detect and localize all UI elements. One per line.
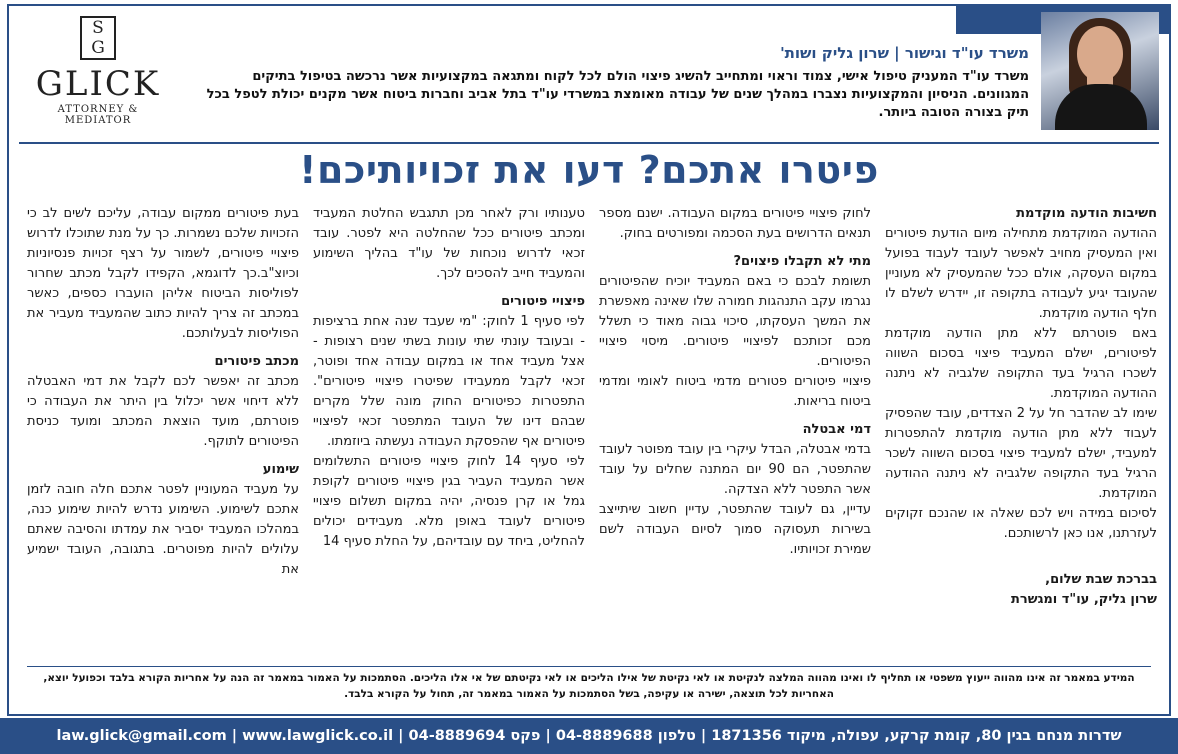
- article-columns: [27, 204, 1157, 652]
- header-divider: [19, 142, 1159, 144]
- article-column: [313, 204, 585, 652]
- firm-name: משרד עו"ד וגישור | שרון גליק ושות': [780, 44, 1029, 62]
- paragraph: לפי סעיף 14 לחוק פיצויי פיטורים התשלומים אשר המעביד העביר בגין פיצויי פיטורים לקופת גמל או קרן פנסיה, יהיה במקום תשלום פיצויי פיטורים לעובד באופן מלא. מעבידים יכולים להחליט, ביחד עם עובדיהם, על החלת סעיף 14: [313, 454, 585, 549]
- disclaimer-divider: [27, 666, 1151, 667]
- paragraph: טענותיו ורק לאחר מכן תתגבש החלטת המעביד ומכתב פיטורים ככל שהחלטה היא לפטר. עובד זכאי לדרוש נוכחות של עו"ד בהליך השימוע והמעביד חייב להסכים לכך.: [313, 206, 585, 281]
- monogram: S G: [80, 16, 116, 60]
- logo-subtitle: ATTORNEY & MEDIATOR: [57, 104, 139, 126]
- contact-footer: שדרות מנחם בגין 80, קומת קרקע, עפולה, מיקוד 1871356 | טלפון 04-8889688 | פקס 04-8889694 | law.glick@gmail.com | www.lawglick.co.il: [0, 718, 1178, 754]
- signature-name: שרון גליק, עו"ד ומגשרת: [1011, 592, 1157, 607]
- section-heading: שימוע: [262, 462, 299, 477]
- logo: [23, 16, 173, 126]
- section-heading: דמי אבטלה: [802, 422, 871, 437]
- paragraph: לחוק פיצויי פיטורים במקום העבודה. ישנם מספר תנאים הדרושים בעת הסכמה ומפורטים בחוק.: [599, 206, 871, 241]
- section-heading: חשיבות הודעה מוקדמת: [1016, 206, 1157, 221]
- disclaimer: המידע במאמר זה אינו מהווה ייעוץ משפטי או תחליף לו ואינו מהווה המלצה לנקיטת או לאי נקיטת של אילו הליכים או לאי נקיטתם של אי אלו הליכים. הסתמכות על האמור במאמר זה הנה על אחריות הקורא בלבד וכפועל יוצא, האחריות לכל תוצאה, ישירה או עקיפה, בשל הסתמכות על האמור במאמר זה, תחול על הקורא בלבד.: [43, 672, 1135, 700]
- paragraph: לסיכום במידה ויש לכם שאלה או שהנכם זקוקים לעזרתנו, אנו כאן לרשותכם.: [885, 506, 1157, 541]
- section-heading: מכתב פיטורים: [214, 354, 299, 369]
- paragraph: עדיין, גם לעובד שהתפטר, עדיין חשוב שיתייצב בשירות תעסוקה סמוך לסיום העבודה לשם שמירת זכויותיו.: [599, 502, 871, 557]
- article-frame: [7, 4, 1171, 716]
- section-heading: מתי לא תקבלו פיצוים?: [733, 254, 871, 269]
- paragraph: פיצויי פיטורים פטורים מדמי ביטוח לאומי ומדמי ביטוח בריאות.: [599, 374, 871, 409]
- paragraph: תשומת לבכם כי באם המעביד יוכיח שהפיטורים נגרמו עקב התנהגות חמורה שלו שאינה מאפשרת את המשך העסקתו, סיכוי גבוה מאוד כי תשלל מכם זכותכם לפיצויי פיטורים. מיסוי פיצויי הפיטורים.: [599, 274, 871, 369]
- paragraph: שימו לב שהדבר חל על 2 הצדדים, עובד שהפסיק לעבוד ללא מתן הודעה מוקדמת להתפטרות למעביד, ישלם למעביד פיצוי בסכום השווה לשכר הרגיל בעד התקופה שלגביה לא ניתנה ההודעה המוקדמת.: [885, 406, 1157, 501]
- headline: פיטרו אתכם? דעו את זכויותיכם!: [299, 148, 879, 192]
- article-column: [27, 204, 299, 652]
- logo-word: GLICK: [35, 64, 161, 104]
- paragraph: באם פוטרתם ללא מתן הודעה מוקדמת לפיטורים, ישלם המעביד פיצוי בסכום השווה לשכרו הרגיל בעד התקופה שלגביה לא ניתנה ההודעה המוקדמת.: [885, 326, 1157, 401]
- paragraph: מכתב זה יאפשר לכם לקבל את דמי האבטלה ללא דיחוי אשר יכלול בין היתר את העבודה כי פוטרתם, מועד הוצאת המכתב ומועד כניסת הפיטורים לתוקף.: [27, 374, 299, 449]
- article-column: [885, 204, 1157, 652]
- paragraph: לפי סעיף 1 לחוק: "מי שעבד שנה אחת ברציפות - ובעובד עונתי שתי עונות בשתי שנים רצופות - אצל מעביד אחד או במקום עבודה אחד ופוטר, זכאי לקבל ממעבידו שפיטרו פיצויי פיטורים". התפטרות כפיטורים החוק מונה שלל מקרים שבהם דינו של העובד המתפטר זכאי לפיצויי פיטורים אף שהפסקת העבודה נעשתה ביוזמתו.: [313, 314, 585, 449]
- paragraph: ההודעה המוקדמת מתחילה מיום הודעת פיטורים ואין המעסיק מחויב לאפשר לעובד לעבוד בפועל במקום העסקה, אולם ככל שהמעסיק לא מעוניין שהעובד יגיע לעבודה בתקופה זו, יידרש לשלם לו חלף הודעה מוקדמת.: [885, 226, 1157, 321]
- paragraph: בעת פיטורים ממקום עבודה, עליכם לשים לב כי הזכויות שלכם נשמרות. כך על מנת שתוכלו לדרוש פיצויי פיטורים, לשמור על רצף זכויות פנסיוניות וכיוצ"ב.כך לדוגמא, הקפידו לקבל מכתב שחרור לפוליסות הביטוח אליהן הועברו כספים, כאשר במכתב זה צריך להיות כתוב שהמעביד מעביר את הפוליסות לבעלותכם.: [27, 206, 299, 341]
- author-photo: [1041, 12, 1159, 130]
- paragraph: על מעביד המעוניין לפטר אתכם חלה חובה לזמן אתכם לשימוע. השימוע נדרש להיות שימוע כנה, במהלכו המעביד יסביר את עמדתו והסיבה שאתם עלולים להיות מפוטרים. בתגובה, העובד ישמיע את: [27, 482, 299, 577]
- section-heading: פיצויי פיטורים: [501, 294, 585, 309]
- article-column: [599, 204, 871, 652]
- signature-greeting: בברכת שבת שלום,: [1045, 572, 1157, 587]
- paragraph: בדמי אבטלה, הבדל עיקרי בין עובד מפוטר לעובד שהתפטר, הם 90 יום המתנה שחלים על עובד אשר התפטר ללא הצדקה.: [599, 442, 871, 497]
- firm-intro: משרד עו"ד המעניק טיפול אישי, צמוד וראוי ומתחייב להשיג פיצוי הולם לכל לקוח ומתגאה במקצועיות אשר נרכשה בטיפול בתיקים המגוונים. הניסיון והמקצועיות נצברו במהלך שנים של עבודה מאומצת במשרדי עו"ד בתל אביב וחברות ביטוח אשר מקנים יכולת לטפל בכל תיק בצורה הטובה ביותר.: [206, 69, 1029, 120]
